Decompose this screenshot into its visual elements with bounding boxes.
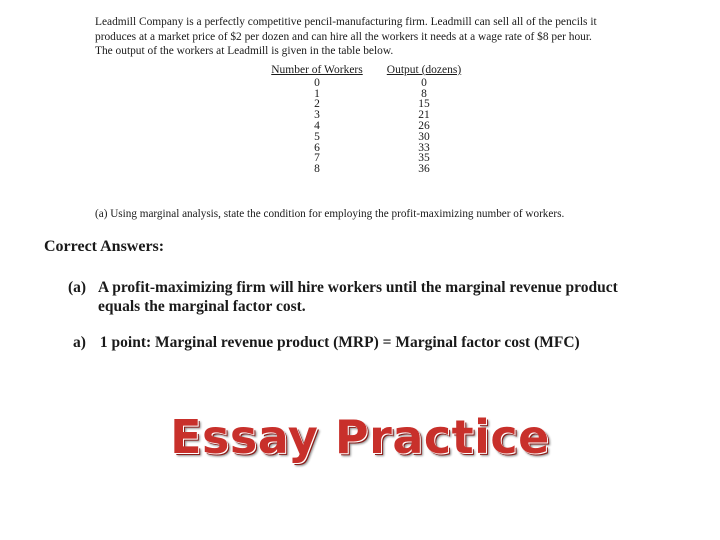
answers-heading: Correct Answers: <box>44 238 165 255</box>
output-column <box>384 65 464 175</box>
output-cell: 33 <box>418 141 430 154</box>
output-cell: 8 <box>421 87 427 100</box>
rubric-label: a) <box>73 334 86 351</box>
workers-cell: 1 <box>314 87 320 100</box>
output-header: Output (dozens) <box>386 64 462 76</box>
workers-cell: 2 <box>314 98 320 111</box>
answer-a <box>68 278 658 316</box>
workers-cell: 8 <box>314 163 320 176</box>
workers-cell: 6 <box>314 141 320 154</box>
rubric-line <box>73 334 580 352</box>
essay-practice-banner: Essay Practice <box>170 410 550 464</box>
workers-column <box>261 65 373 175</box>
workers-cell: 3 <box>314 109 320 122</box>
answer-a-label: (a) <box>68 279 87 296</box>
problem-line-3: The output of the workers at Leadmill is given in the table below. <box>95 45 394 57</box>
problem-line-1: Leadmill Company is a perfectly competitive pencil-manufacturing firm. Leadmill can sell all of the pencils it <box>95 16 597 28</box>
rubric-text: 1 point: Marginal revenue product (MRP) = Marginal factor cost (MFC) <box>99 334 580 351</box>
output-cell: 15 <box>418 98 430 111</box>
problem-line-2: produces at a market price of $2 per dozen and can hire all the workers it needs at a wage rate of $8 per hour. <box>95 30 592 43</box>
workers-cell: 5 <box>314 130 320 143</box>
workers-cell: 4 <box>314 119 320 132</box>
question-a: (a) Using marginal analysis, state the condition for employing the profit-maximizing number of workers. <box>95 208 565 220</box>
workers-header: Number of Workers <box>271 64 363 76</box>
output-cell: 35 <box>418 152 430 165</box>
answer-a-text: A profit-maximizing firm will hire workers until the marginal revenue product equals the marginal factor cost. <box>98 279 618 315</box>
workers-cell: 7 <box>314 152 320 165</box>
output-cell: 21 <box>418 109 430 122</box>
problem-statement <box>95 15 655 59</box>
workers-cell: 0 <box>314 76 320 89</box>
output-cell: 30 <box>418 130 430 143</box>
output-cell: 26 <box>418 119 430 132</box>
output-cell: 36 <box>418 163 430 176</box>
output-cell: 0 <box>421 76 427 89</box>
